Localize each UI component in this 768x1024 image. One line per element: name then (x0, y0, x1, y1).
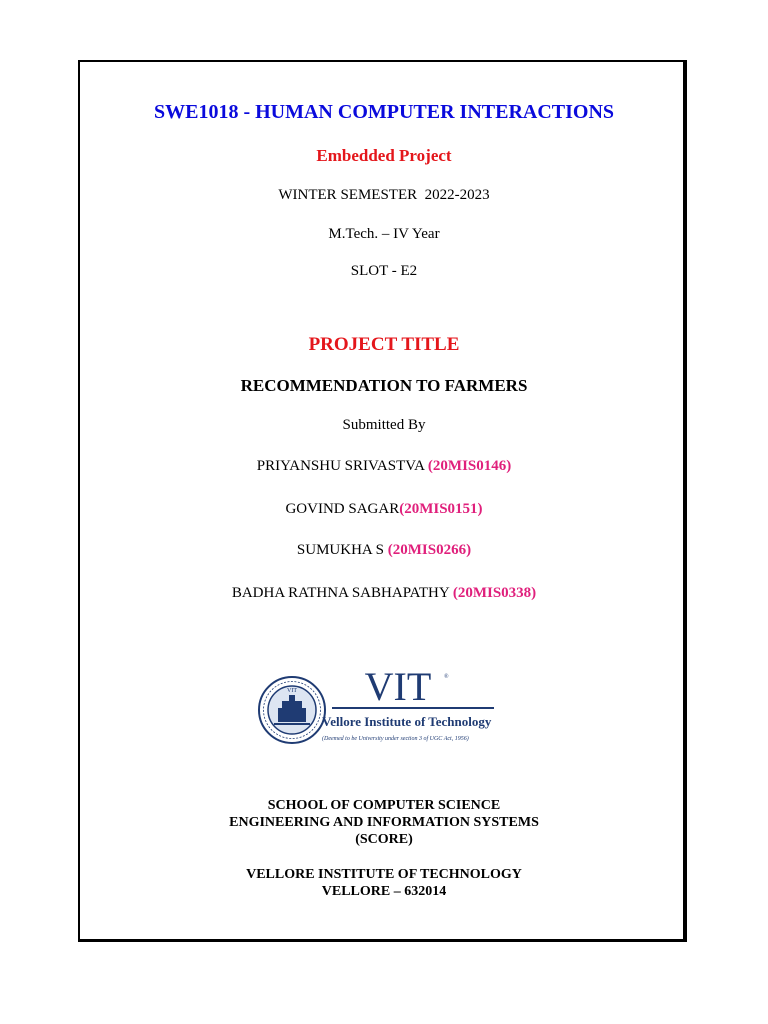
institute-name: VELLORE INSTITUTE OF TECHNOLOGY (246, 867, 522, 882)
vit-full-name: Vellore Institute of Technology (322, 714, 492, 729)
project-title: RECOMMENDATION TO FARMERS (240, 376, 528, 395)
slot: SLOT - E2 (350, 263, 418, 279)
team-member (0, 542, 768, 559)
vit-wordmark: VIT (364, 670, 432, 709)
semester: WINTER SEMESTER 2022-2023 (278, 187, 490, 203)
member-name: GOVIND SAGAR (285, 501, 400, 517)
member-reg-number: (20MIS0266) (387, 542, 472, 558)
team-member (0, 458, 768, 475)
vit-seal (259, 677, 325, 743)
team-member (0, 501, 768, 518)
vit-deemed-note: (Deemed to be University under section 3 of UGC Act, 1956) (322, 736, 469, 742)
school-line-1: SCHOOL OF COMPUTER SCIENCE (267, 798, 501, 813)
course-title: SWE1018 - HUMAN COMPUTER INTERACTIONS (153, 101, 615, 123)
member-name: PRIYANSHU SRIVASTVA (256, 458, 428, 474)
project-title-label: PROJECT TITLE (308, 334, 460, 355)
school-line-2: ENGINEERING AND INFORMATION SYSTEMS (229, 815, 539, 830)
member-reg-number: (20MIS0338) (452, 585, 537, 601)
member-name: BADHA RATHNA SABHAPATHY (231, 585, 453, 601)
school-line-3: (SCORE) (355, 832, 413, 847)
member-reg-number: (20MIS0151) (399, 501, 483, 517)
member-name: SUMUKHA S (296, 542, 388, 558)
member-reg-number: (20MIS0146) (427, 458, 512, 474)
seal-text: VIT (287, 688, 297, 694)
program-year: M.Tech. – IV Year (328, 226, 440, 242)
team-member (0, 585, 768, 602)
project-type: Embedded Project (316, 146, 452, 165)
vit-logo-graphic (258, 670, 498, 750)
submitted-by-label: Submitted By (342, 417, 426, 433)
institute-location: VELLORE – 632014 (321, 884, 447, 899)
vit-logo (258, 670, 498, 750)
registered-mark-icon: ® (444, 674, 449, 680)
